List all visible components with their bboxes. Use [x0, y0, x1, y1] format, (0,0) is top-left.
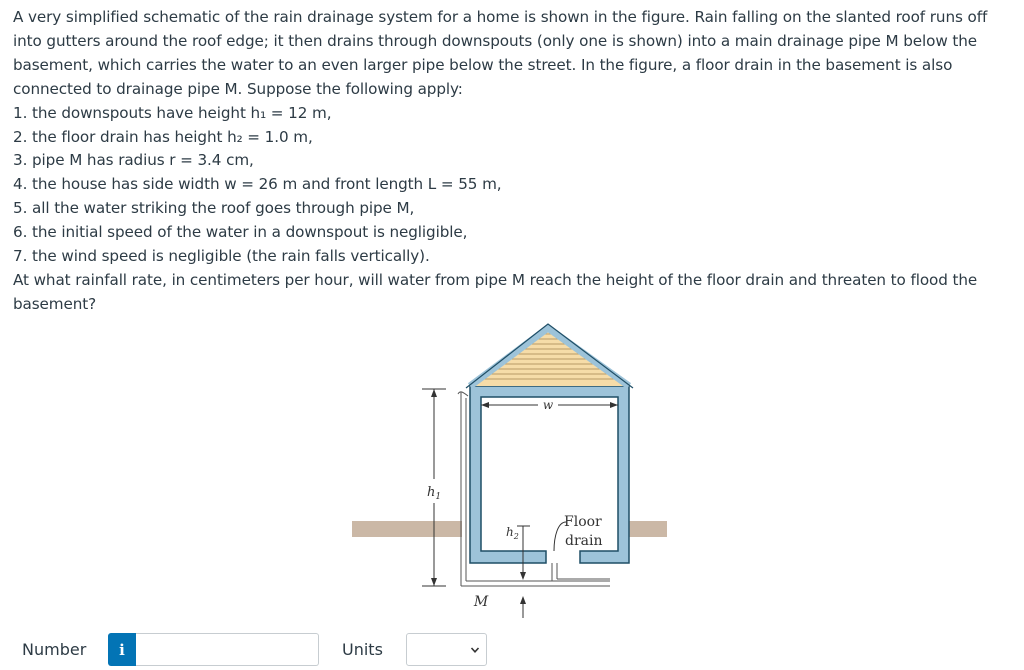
- problem-question: At what rainfall rate, in centimeters per hour, will water from pipe M reach the height of the floor drain and threaten to flood the basement?: [13, 270, 978, 313]
- drainage-figure: [340, 318, 680, 618]
- w-arrow-left: [481, 402, 489, 408]
- h2-arrow-down: [520, 572, 526, 580]
- condition-7: 7. the wind speed is negligible (the rain falls vertically).: [13, 247, 430, 266]
- condition-3: 3. pipe M has radius r = 3.4 cm,: [13, 151, 254, 170]
- h1-arrow-up: [431, 389, 437, 397]
- house-walls: [470, 386, 629, 563]
- w-label: w: [542, 398, 554, 412]
- condition-6: 6. the initial speed of the water in a downspout is negligible,: [13, 223, 468, 242]
- problem-statement: [13, 6, 1013, 317]
- ground-left: [352, 521, 462, 537]
- units-label: Units: [342, 640, 383, 659]
- drainage-diagram: [340, 318, 680, 618]
- gutter-curve: [458, 392, 468, 396]
- w-arrow-right: [610, 402, 618, 408]
- units-select[interactable]: [406, 633, 487, 666]
- h2-label: $h_2$: [506, 525, 519, 541]
- number-input[interactable]: [136, 633, 319, 666]
- roof: [470, 328, 629, 386]
- number-label: Number: [22, 640, 87, 659]
- condition-5: 5. all the water striking the roof goes through pipe M,: [13, 199, 415, 218]
- problem-intro: A very simplified schematic of the rain drainage system for a home is shown in the figure. Rain falling on the slanted roof runs off into gutters around the roof edge; it then drains through downspouts (only one is shown) into a main drainage pipe M below the basement, which carries the water to an even larger pipe below the street. In the figure, a floor drain in the basement is also connected to drainage pipe M. Suppose the following apply:: [13, 8, 988, 98]
- h1-arrow-down: [431, 578, 437, 586]
- answer-row: [0, 630, 1024, 670]
- ground-right: [625, 521, 667, 537]
- info-icon[interactable]: i: [108, 633, 136, 666]
- h1-label: $h_1$: [426, 485, 442, 502]
- pipe-m-label: M: [473, 594, 489, 610]
- condition-2: 2. the floor drain has height h₂ = 1.0 m,: [13, 127, 313, 146]
- floor-label: Floor: [564, 514, 602, 530]
- h2-arrow-up: [520, 596, 526, 604]
- chevron-down-icon: [470, 645, 480, 655]
- condition-1: 1. the downspouts have height h₁ = 12 m,: [13, 103, 332, 122]
- condition-4: 4. the house has side width w = 26 m and front length L = 55 m,: [13, 175, 502, 194]
- drain-label: drain: [565, 533, 603, 549]
